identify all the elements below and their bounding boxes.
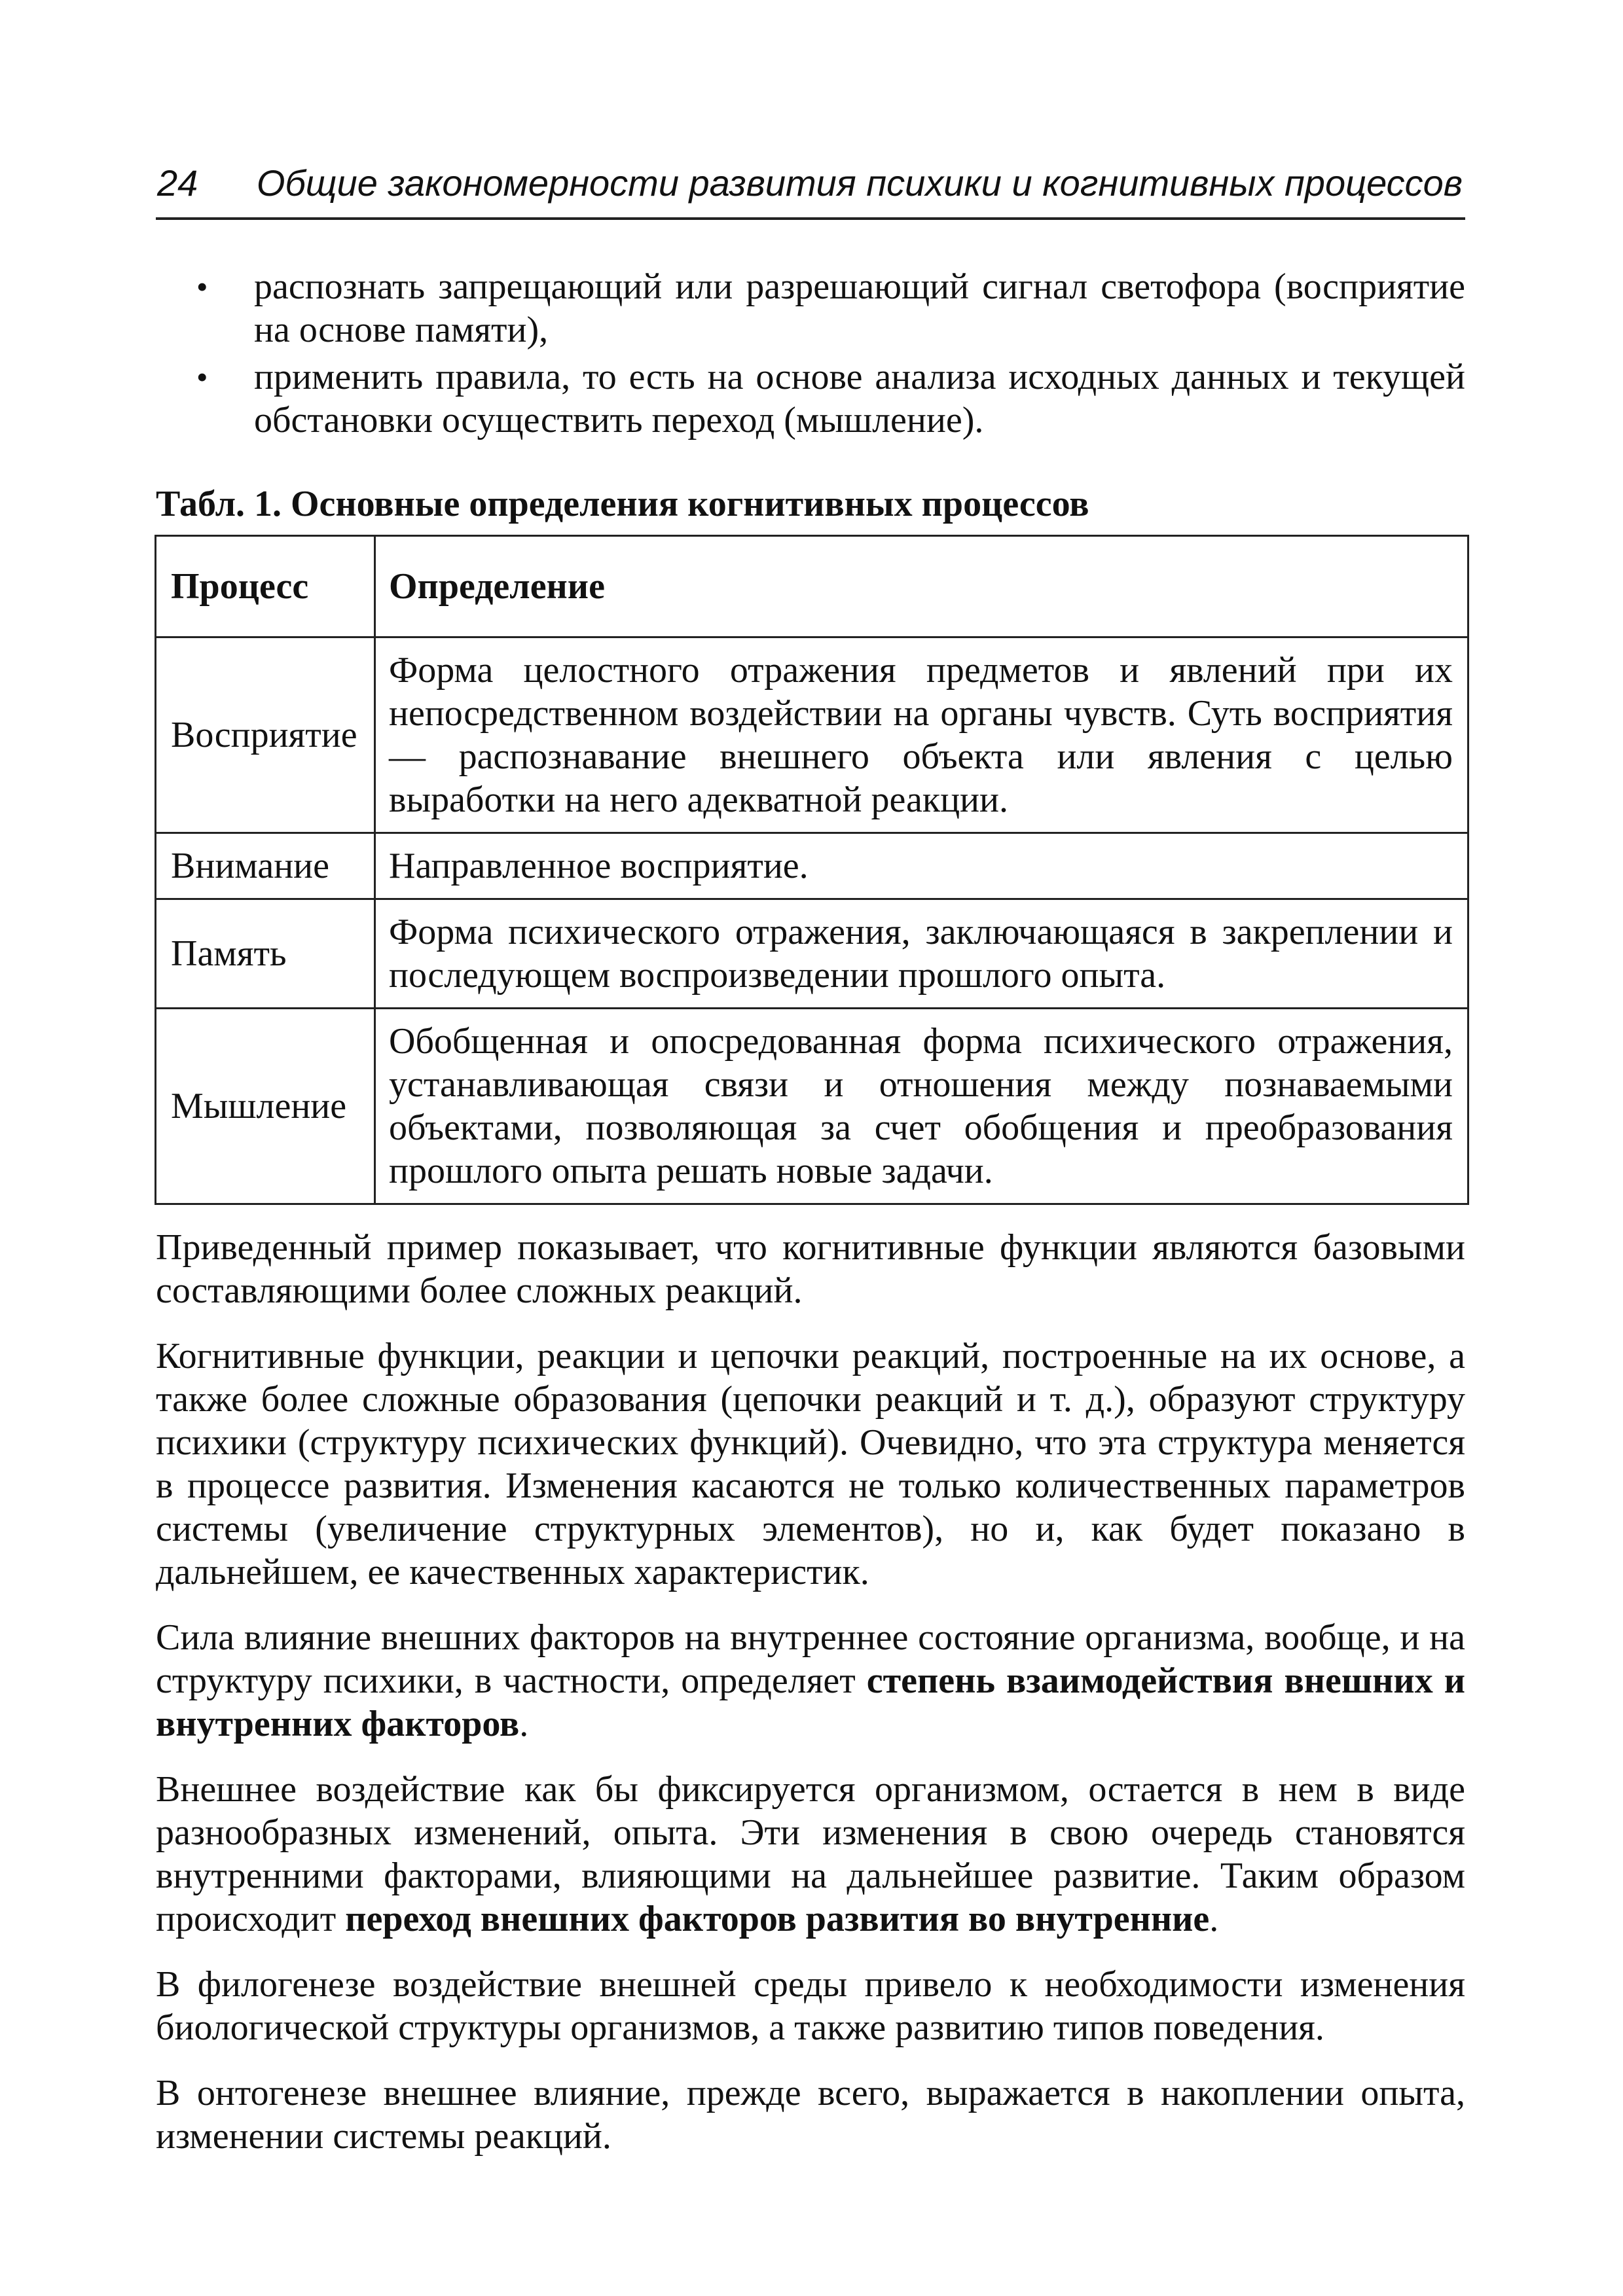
table-header-row: [156, 536, 1468, 637]
table-caption: Табл. 1. Основные определения когнитивных процессов: [156, 484, 1089, 524]
table-row: [156, 899, 1468, 1009]
paragraph: В онтогенезе внешнее влияние, прежде всего, выражается в накоплении опыта, изменении системы реакций.: [156, 2073, 1465, 2157]
running-header: [156, 152, 1465, 220]
table-row: [156, 833, 1468, 899]
table-cell-process: Мышление: [156, 1009, 375, 1204]
list-item: [156, 355, 1465, 442]
paragraph-text: Сила влияние внешних факторов на внутреннее состояние организма, вообще, и на структуру психики, в частности, определяет: [156, 1617, 1465, 1701]
paragraph-text: .: [1209, 1899, 1219, 1939]
paragraph: [156, 1768, 1465, 1941]
bullet-icon: •: [196, 359, 208, 395]
paragraph-text: Внешнее воздействие как бы фиксируется организмом, остается в нем в виде разнообразных изменений, опыта. Эти изменения в свою очередь становятся внутренними факторами, влияющими на дальнейшее развитие. Таким образом происходит: [156, 1769, 1465, 1939]
table-cell-definition: Обобщенная и опосредованная форма психического отражения, устанавливающая связи и отношения между познаваемыми объектами, позволяющая за счет обобщения и преобразования прошлого опыта решать новые задачи.: [375, 1009, 1468, 1204]
bullet-icon: •: [196, 268, 208, 305]
list-item-text: применить правила, то есть на основе анализа исходных данных и текущей обстановки осуществить переход (мышление).: [254, 357, 1465, 440]
emphasis-text: степень взаимодействия внешних и внутренних факторов: [156, 1660, 1465, 1744]
paragraph: Приведенный пример показывает, что когнитивные функции являются базовыми составляющими более сложных реакций.: [156, 1227, 1465, 1311]
table-cell-definition: Форма целостного отражения предметов и явлений при их непосредственном воздействии на органы чувств. Суть восприятия — распознавание внешнего объекта или явления с целью выработки на него адекватной реакции.: [375, 637, 1468, 833]
paragraph: В филогенезе воздействие внешней среды привело к необходимости изменения биологической структуры организмов, а также развитию типов поведения.: [156, 1964, 1465, 2048]
paragraph: [156, 1616, 1465, 1746]
table-row: [156, 1009, 1468, 1204]
table-cell-definition: Форма психического отражения, заключающаяся в закреплении и последующем воспроизведении прошлого опыта.: [375, 899, 1468, 1009]
table-cell-definition: Направленное восприятие.: [375, 833, 1468, 899]
table-cell-process: Память: [156, 899, 375, 1009]
page-number: 24: [157, 162, 198, 204]
bullet-list: [156, 265, 1465, 442]
list-item: [156, 265, 1465, 351]
emphasis-text: переход внешних факторов развития во внутренние: [345, 1899, 1210, 1939]
paragraph: Когнитивные функции, реакции и цепочки реакций, построенные на их основе, а также более сложные образования (цепочки реакций и т. д.), образуют структуру психики (структуру психических функций). Очевидно, что эта структура меняется в процессе развития. Изменения касаются не только количественных параметров системы (увеличение структурных элементов), но и, как будет показано в дальнейшем, ее качественных характеристик.: [156, 1336, 1465, 1592]
table-row: [156, 637, 1468, 833]
list-item-text: распознать запрещающий или разрешающий сигнал светофора (восприятие на основе памяти),: [254, 266, 1465, 350]
table-cell-process: Внимание: [156, 833, 375, 899]
table-cell-process: Восприятие: [156, 637, 375, 833]
page-content: [156, 265, 1465, 2158]
paragraph-text: .: [519, 1704, 529, 1744]
column-header-process: Процесс: [156, 536, 375, 637]
column-header-definition: Определение: [375, 536, 1468, 637]
definitions-table: [155, 535, 1469, 1205]
running-title: Общие закономерности развития психики и когнитивных процессов: [256, 162, 1463, 204]
